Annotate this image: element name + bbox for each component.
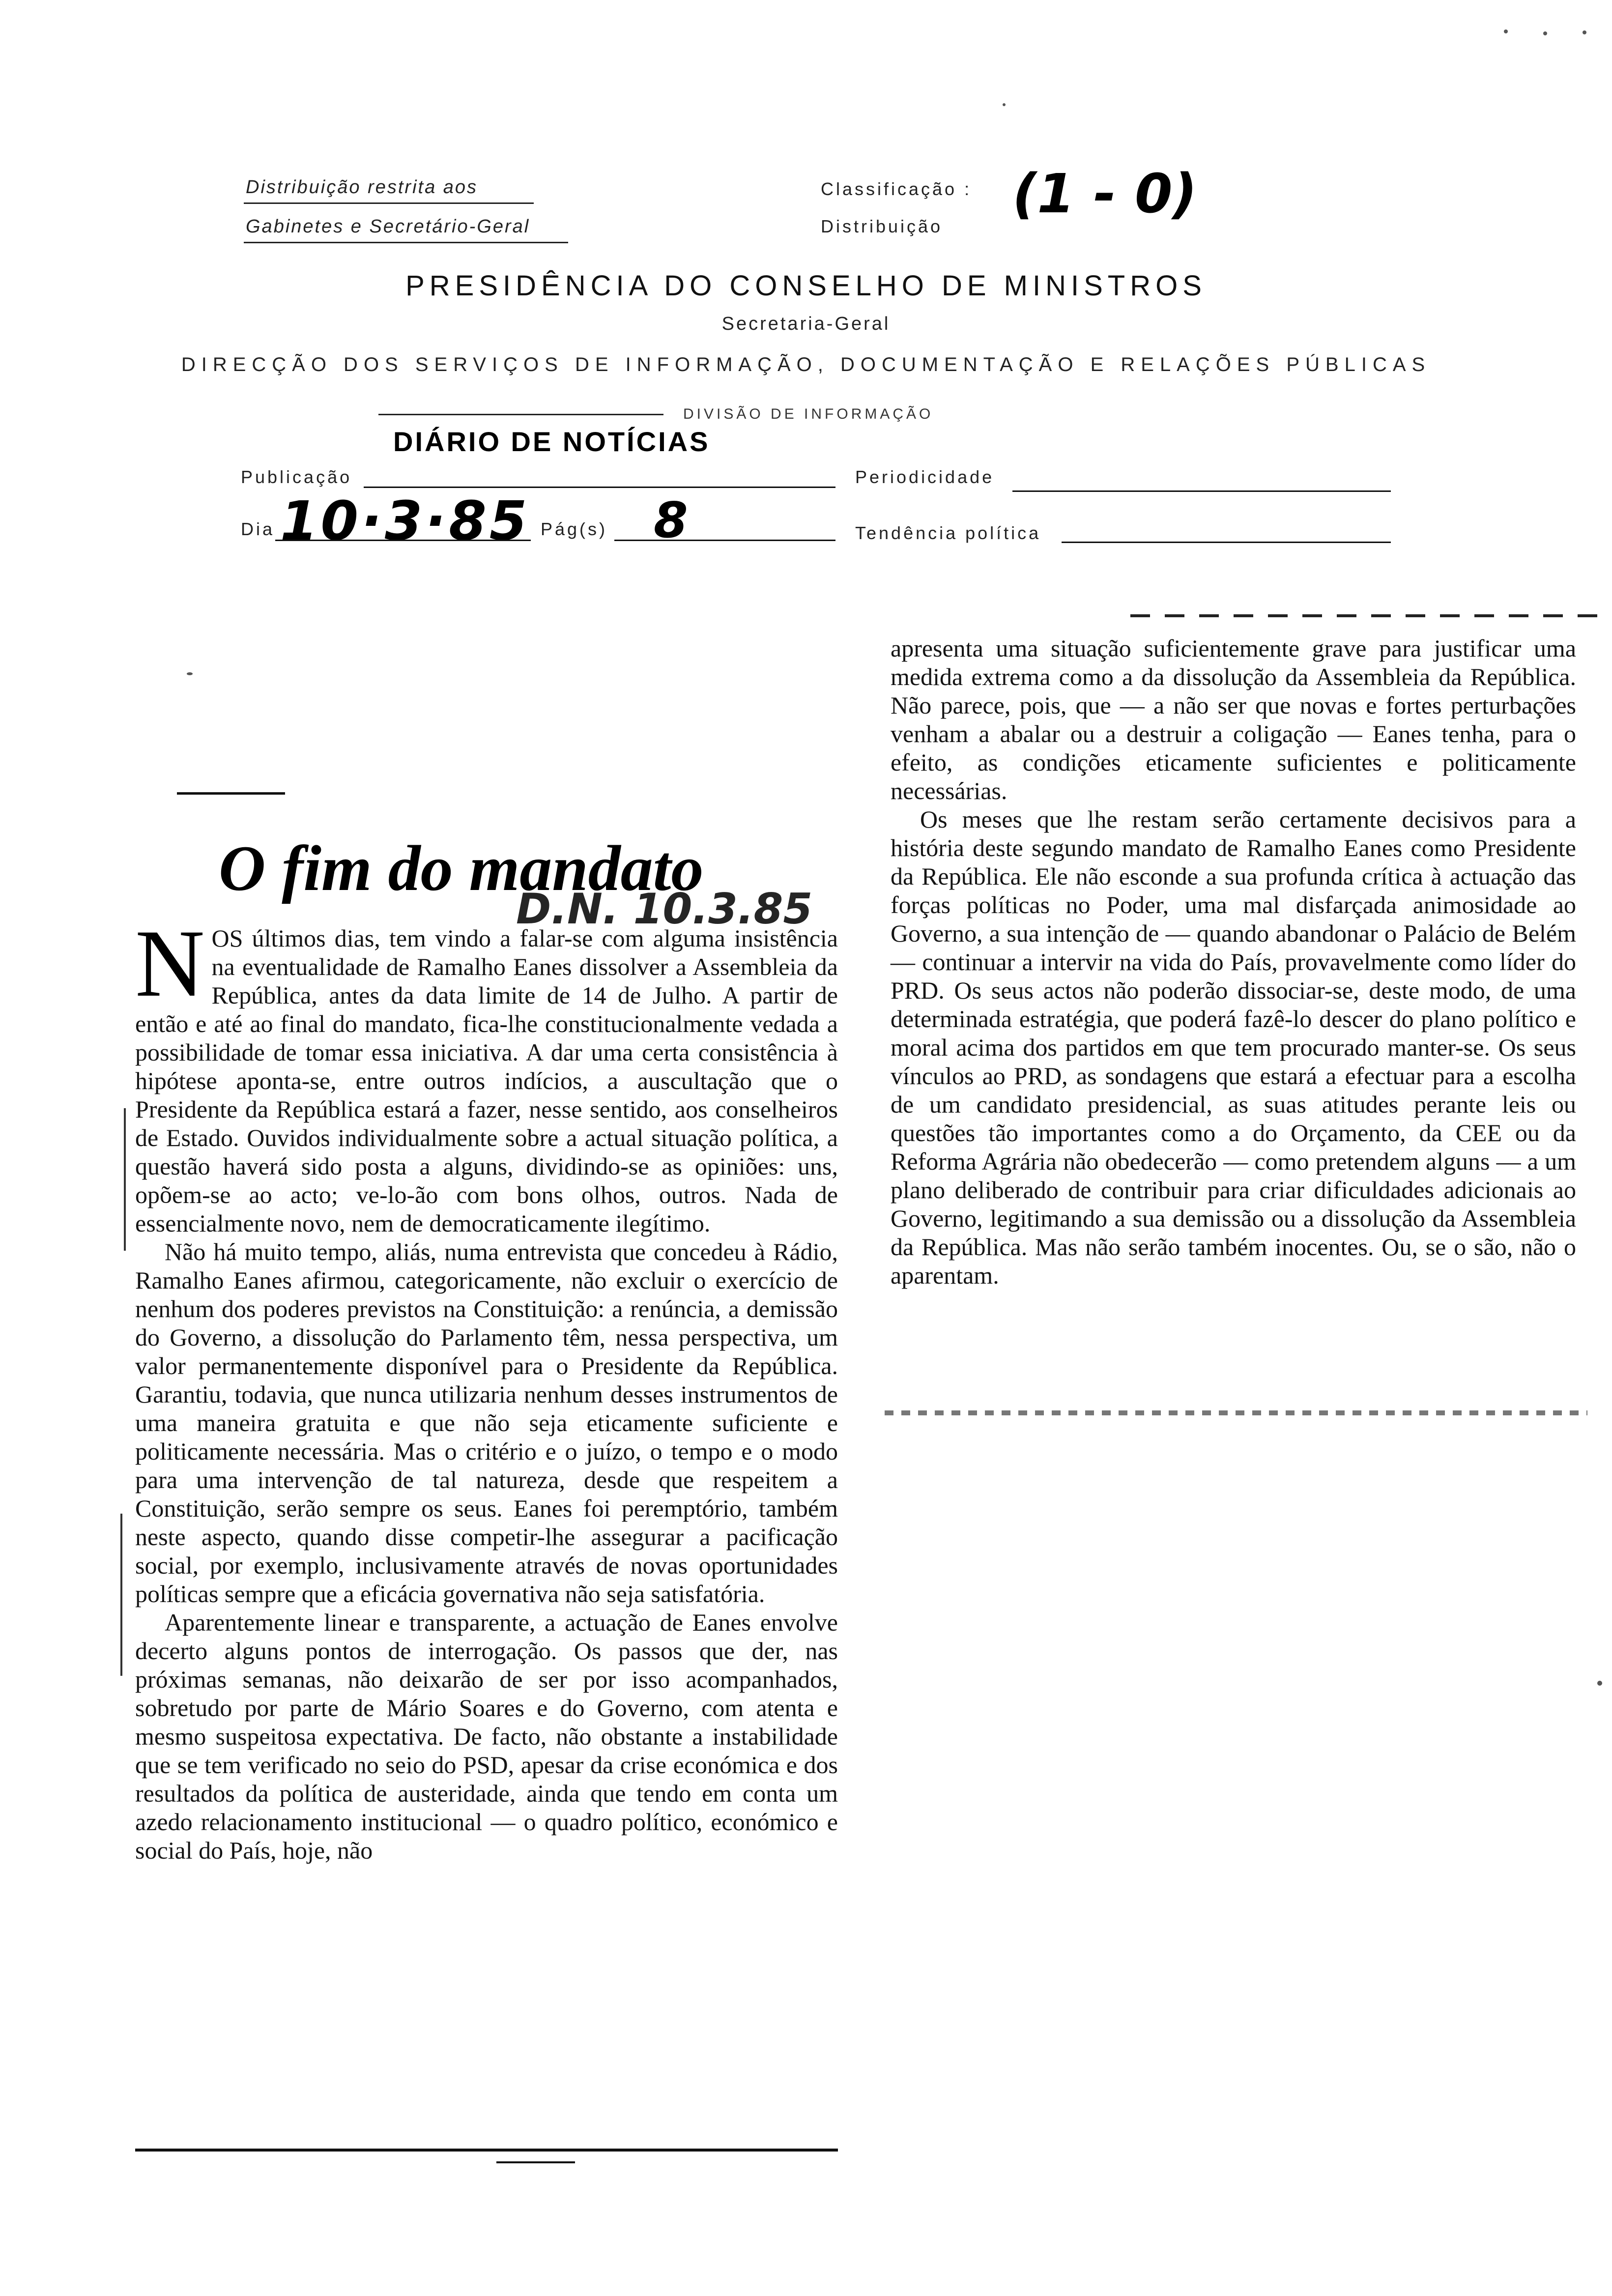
- scan-speck: [1003, 103, 1006, 106]
- article-bottom-dash: [496, 2161, 575, 2163]
- handwritten-date: 10·3·85: [280, 489, 530, 552]
- day-label: Dia: [241, 519, 275, 539]
- torn-column-top: [1130, 614, 1612, 617]
- directorate-text: DIRECÇÃO DOS SERVIÇOS DE INFORMAÇÃO, DOCUMENTAÇÃO E RELAÇÕES PÚBLICAS: [181, 354, 1431, 375]
- article-headline: O fim do mandato: [219, 832, 704, 904]
- division-text: DIVISÃO DE INFORMAÇÃO: [683, 406, 934, 422]
- day-field-line: [275, 540, 531, 541]
- periodicity-label: Periodicidade: [855, 467, 995, 487]
- paragraph: [135, 910, 838, 1237]
- pages-field-line: [614, 540, 835, 541]
- headline-top-rule: [177, 792, 285, 795]
- publication-label: Publicação: [241, 467, 352, 487]
- form-title: PRESIDÊNCIA DO CONSELHO DE MINISTROS: [405, 270, 1207, 302]
- scan-speck: [1583, 30, 1586, 34]
- right-column: [891, 634, 1576, 1290]
- scan-speck: [1543, 31, 1547, 35]
- distribution-restricted-text: Distribuição restrita aos: [246, 177, 478, 198]
- article-bottom-rule: [135, 2149, 838, 2152]
- paragraph: Aparentemente linear e transparente, a actuação de Eanes envolve decerto alguns pontos de interrogação. Os passos que der, nas próximas semanas, não deixarão de ser por isso acompanhados, sobretudo por parte de Mário Soares e do Governo, com atenta e mesmo suspeitosa expectativa. De facto, não obstante a instabilidade que se tem verificado no seio do PSD, apesar da crise económica e dos resultados da política de austeridade, ainda que tendo em conta um azedo relacionamento institucional — o quadro político, económico e social do País, hoje, não: [135, 1608, 838, 1864]
- distribution-label: Distribuição: [821, 216, 943, 236]
- scan-speck: [1597, 1681, 1602, 1686]
- tendency-field-line: [1062, 542, 1391, 543]
- tendency-label: Tendência política: [855, 523, 1041, 543]
- form-underline: [244, 202, 534, 204]
- pages-label: Pág(s): [541, 519, 608, 539]
- paragraph: Os meses que lhe restam serão certamente decisivos para a história deste segundo mandato de Ramalho Eanes como Presidente da República. Ele não esconde a sua profunda crítica à actuação das forças políticas no Poder, uma mal disfarçada animosidade ao Governo, a sua intenção de — quando abandonar o Palácio de Belém — continuar a intervir na vida do País, provavelmente como líder do PRD. Os seus actos não poderão dissociar-se, deste modo, de uma determinada estratégia, que poderá fazê-lo descer do plano político e moral acima dos partidos em que tem procurado manter-se. Os seus vínculos ao PRD, as sondagens que estará a efectuar para a escolha de um candidato presidencial, as suas atitudes perante leis ou questões tão importantes como a do Orçamento, da CEE ou da Reforma Agrária não obedecerão — como pretendem alguns — a um plano deliberado de contribuir para criar dificuldades adicionais ao Governo, legitimando a sua demissão ou a dissolução da Assembleia da República. Mas não serão também inocentes. Ou, se o são, não o aparentam.: [891, 805, 1576, 1289]
- handwritten-clipping-stamp: D.N. 10.3.85: [516, 885, 813, 934]
- column-end-scan-noise: [885, 1410, 1587, 1415]
- scan-speck: [187, 672, 193, 675]
- handwritten-page-number: 8: [654, 491, 688, 549]
- publication-field-line: [364, 487, 835, 488]
- margin-pencil-mark: [124, 1108, 126, 1251]
- secretariat-text: Secretaria-Geral: [721, 314, 891, 334]
- publication-name: DIÁRIO DE NOTÍCIAS: [393, 426, 710, 457]
- paragraph-text: OS últimos dias, tem vindo a falar-se com alguma insistência na eventualidade de Ramalho Eanes dissolver a Assembleia da República, antes da data limite de 14 de Julho. A partir de então e até ao final do mandato, fica-lhe constitucionalmente vedada a possibilidade de tomar essa iniciativa. A dar uma certa consistência à hipótese aponta-se, entre outros indícios, a auscultação que o Presidente da República estará a fazer, nesse sentido, aos conselheiros de Estado. Ouvidos individualmente sobre a actual situação política, a questão haverá sido posta a alguns, dividindo-se as opiniões: uns, opõem-se ao acto; ve-lo-ão com bons olhos, outros. Nada de essencialmente novo, nem de democraticamente ilegítimo.: [135, 924, 838, 1237]
- periodicity-field-line: [1012, 490, 1391, 492]
- paragraph: Não há muito tempo, aliás, numa entrevista que concedeu à Rádio, Ramalho Eanes afirmou, categoricamente, não excluir o exercício de nenhum dos poderes previstos na Constituição: a renúncia, a demissão do Governo, a dissolução do Parlamento têm, nessa perspectiva, um valor permanentemente disponível para o Presidente da República. Garantiu, todavia, que nunca utilizaria nenhum desses instrumentos de uma maneira gratuita e que não seja eticamente suficiente e politicamente necessária. Mas o critério e o juízo, o tempo e o modo para uma intervenção de tal natureza, desde que respeitem a Constituição, serão sempre os seus. Eanes foi peremptório, também neste aspecto, quando disse competir-lhe assegurar a pacificação social, por exemplo, inclusivamente através de novas oportunidades políticas sempre que a eficácia governativa não seja satisfatória.: [135, 1238, 838, 1607]
- scan-speck: [1504, 29, 1508, 33]
- form-underline: [244, 242, 568, 243]
- cabinets-text: Gabinetes e Secretário-Geral: [246, 216, 530, 237]
- classification-label: Classificação :: [821, 179, 972, 199]
- division-dash-line: [378, 414, 663, 415]
- paragraph: apresenta uma situação suficientemente grave para justificar uma medida extrema como a da dissolução da Assembleia da República. Não parece, pois, que — a não ser que novas e fortes perturbações venham a abalar ou a destruir a coligação — Eanes tenha, para o efeito, as condições eticamente suficientes e politicamente necessárias.: [891, 634, 1576, 804]
- drop-cap: N: [135, 910, 205, 1017]
- handwritten-classification-mark: (1 - 0): [1012, 162, 1197, 225]
- margin-pencil-mark: [120, 1514, 122, 1676]
- left-column: [135, 910, 838, 1865]
